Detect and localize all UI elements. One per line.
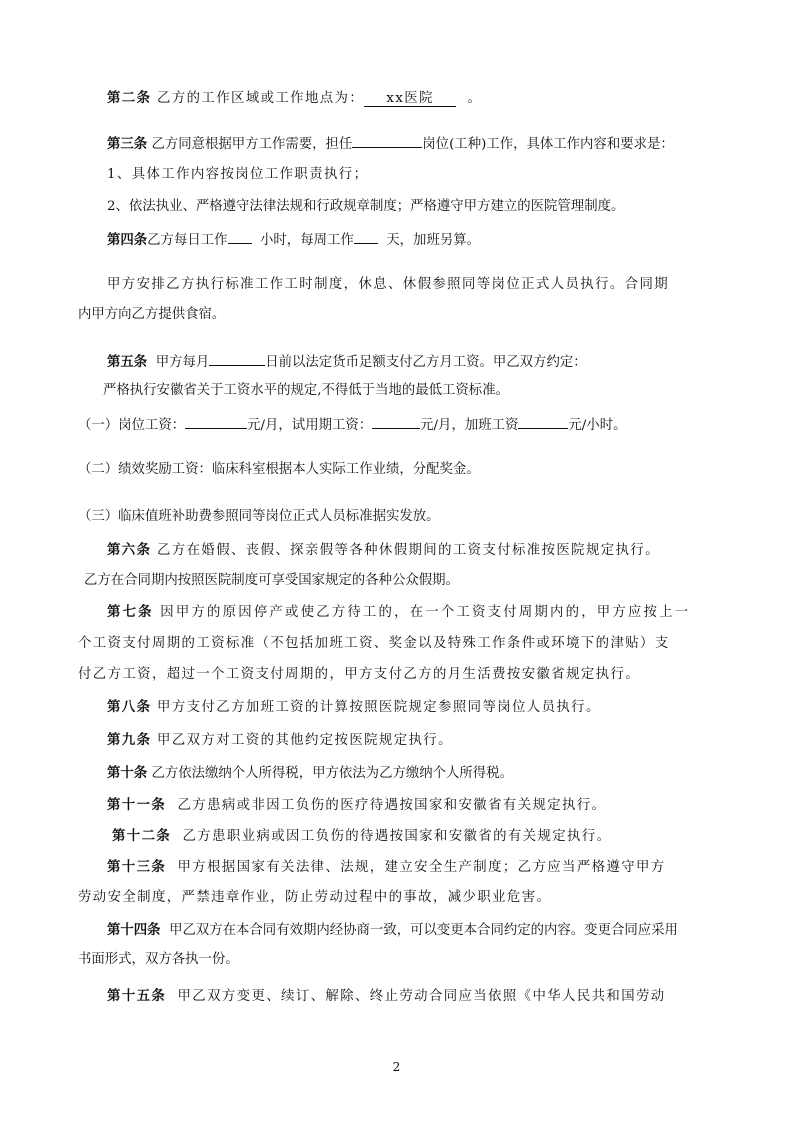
article-heading: 第十五条 xyxy=(107,988,167,1004)
article-text: 甲方根据国家有关法律、法规，建立安全生产制度；乙方应当严格遵守甲方 xyxy=(177,860,666,875)
paragraph-text: 甲方安排乙方执行标准工作工时制度，休息、休假参照同等岗位正式人员执行。合同期 xyxy=(107,277,670,292)
article-heading: 第二条 xyxy=(107,90,152,106)
paragraph-text: 劳动安全制度，严禁违章作业，防止劳动过程中的事故，减少职业危害。 xyxy=(78,890,552,905)
days-blank xyxy=(354,229,378,244)
article-text: 小时，每周工作 xyxy=(260,233,354,248)
article-text: 。 xyxy=(467,91,483,106)
overtime-salary-blank xyxy=(518,414,568,429)
article-text: （一）岗位工资： xyxy=(78,418,186,433)
article-heading: 第四条 xyxy=(107,232,148,248)
article-text: 乙方在婚假、丧假、探亲假等各种休假期间的工资支付标准按医院规定执行。 xyxy=(157,543,660,558)
article-text: 甲乙双方变更、续订、解除、终止劳动合同应当依照《中华人民共和国劳动 xyxy=(177,989,666,1004)
article-text: 岗位(工种)工作，具体工作内容和要求是： xyxy=(422,137,674,152)
hours-blank xyxy=(228,229,252,244)
paragraph-text: 内甲方向乙方提供食宿。 xyxy=(78,307,226,322)
paragraph-text: 个工资支付周期的工资标准（不包括加班工资、奖金以及特殊工作条件或环境下的津贴）支 xyxy=(78,636,670,651)
paragraph-text: 书面形式，双方各执一份。 xyxy=(78,952,239,967)
article-text: 乙方患职业病或因工负伤的待遇按国家和安徽省的有关规定执行。 xyxy=(182,829,612,844)
article-text: 乙方患病或非因工负伤的医疗待遇按国家和安徽省有关规定执行。 xyxy=(177,798,607,813)
article-text: 乙方同意根据甲方工作需要，担任 xyxy=(151,137,353,152)
page-number: 2 xyxy=(392,1060,401,1074)
paragraph-text: （二）绩效奖励工资：临床科室根据本人实际工作业绩，分配奖金。 xyxy=(78,462,480,477)
salary-line xyxy=(78,414,626,434)
paragraph-text: 乙方在合同期内按照医院制度可享受国家规定的各种公众假期。 xyxy=(84,573,459,588)
article-4 xyxy=(107,229,480,249)
paragraph-text: 付乙方工资，超过一个工资支付周期的，甲方支付乙方的月生活费按安徽省规定执行。 xyxy=(78,667,641,682)
pay-day-blank xyxy=(209,351,265,366)
article-10 xyxy=(107,763,513,783)
probation-salary-blank xyxy=(372,414,420,429)
article-heading: 第十一条 xyxy=(107,797,167,813)
article-8 xyxy=(107,697,601,717)
position-blank xyxy=(352,133,422,148)
article-heading: 第六条 xyxy=(107,542,152,558)
article-heading: 第十二条 xyxy=(112,828,172,844)
article-text: 甲方每月 xyxy=(155,355,210,370)
article-heading: 第十四条 xyxy=(107,922,161,938)
article-13 xyxy=(107,857,666,877)
article-text: 因甲方的原因停产或使乙方待工的，在一个工资支付周期内的，甲方应按上一 xyxy=(160,605,691,620)
article-text: 元/月，试用期工资： xyxy=(247,418,373,433)
article-11 xyxy=(107,795,606,815)
paragraph-text: （三）临床值班补助费参照同等岗位正式人员标准据实发放。 xyxy=(78,509,440,524)
article-5 xyxy=(107,351,587,371)
article-text: 甲乙双方对工资的其他约定按医院规定执行。 xyxy=(157,733,453,748)
work-location-blank: xx医院 xyxy=(364,91,456,107)
article-heading: 第九条 xyxy=(107,732,152,748)
article-14 xyxy=(107,920,678,940)
article-text: 甲方支付乙方加班工资的计算按照医院规定参照同等岗位人员执行。 xyxy=(157,700,601,715)
article-text: 乙方每日工作 xyxy=(147,233,228,248)
article-heading: 第八条 xyxy=(107,699,152,715)
article-6 xyxy=(107,540,660,560)
article-text: 乙方的工作区域或工作地点为： xyxy=(157,91,365,106)
position-salary-blank xyxy=(185,414,247,429)
article-text: 天，加班另算。 xyxy=(386,233,481,248)
article-text: 日前以法定货币足额支付乙方月工资。甲乙双方约定： xyxy=(265,355,587,370)
paragraph-text: 严格执行安徽省关于工资水平的规定,不得低于当地的最低工资标准。 xyxy=(103,383,509,398)
article-7 xyxy=(107,602,690,622)
article-9 xyxy=(107,730,453,750)
article-text: 元/小时。 xyxy=(568,418,627,433)
article-heading: 第十三条 xyxy=(107,859,167,875)
article-heading: 第三条 xyxy=(107,136,148,152)
article-text: 甲乙双方在本合同有效期内经协商一致，可以变更本合同约定的内容。变更合同应采用 xyxy=(169,923,678,938)
paragraph-text: 1、具体工作内容按岗位工作职责执行； xyxy=(107,167,369,182)
article-heading: 第十条 xyxy=(107,765,148,781)
article-12 xyxy=(112,826,611,846)
article-heading: 第七条 xyxy=(107,604,154,620)
paragraph-text: 2、依法执业、严格遵守法律法规和行政规章制度；严格遵守甲方建立的医院管理制度。 xyxy=(107,199,625,214)
article-3 xyxy=(107,133,674,153)
article-2 xyxy=(107,88,482,108)
article-heading: 第五条 xyxy=(107,354,148,370)
article-text: 元/月，加班工资 xyxy=(420,418,519,433)
article-text: 乙方依法缴纳个人所得税，甲方依法为乙方缴纳个人所得税。 xyxy=(151,766,513,781)
article-15 xyxy=(107,986,666,1006)
